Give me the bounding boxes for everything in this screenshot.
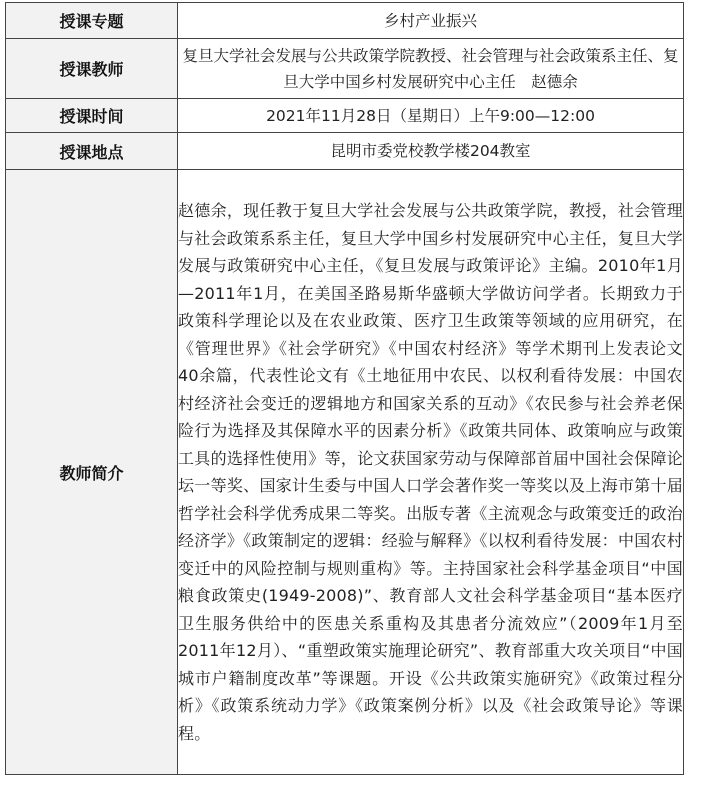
time-label: 授课时间 <box>6 99 178 133</box>
bio-label: 教师简介 <box>6 170 178 775</box>
topic-value: 乡村产业振兴 <box>178 3 684 39</box>
table-row-bio <box>6 170 684 775</box>
bio-text: 赵德余，现任教于复旦大学社会发展与公共政策学院，教授，社会管理与社会政策系系主任，复旦大学中国乡村发展研究中心主任，复旦大学发展与政策研究中心主任，《复旦发展与政策评论》主编。2010年1月—2011年1月，在美国圣路易斯华盛顿大学做访问学者。长期致力于政策科学理论以及在农业政策、医疗卫生政策等领域的应用研究，在《管理世界》《社会学研究》《中国农村经济》等学术期刊上发表论文40余篇，代表性论文有《土地征用中农民、以权利看待发展：中国农村经济社会变迁的逻辑地方和国家关系的互动》《农民参与社会养老保险行为选择及其保障水平的因素分析》《政策共同体、政策响应与政策工具的选择性使用》等，论文获国家劳动与保障部首届中国社会保障论坛一等奖、国家计生委与中国人口学会著作奖一等奖以及上海市第十届哲学社会科学优秀成果二等奖。出版专著《主流观念与政策变迁的政治经济学》《政策制定的逻辑：经验与解释》《以权利看待发展：中国农村变迁中的风险控制与规则重构》等。主持国家社会科学基金项目“中国粮食政策史(1949-2008)”、教育部人文社会科学基金项目“基本医疗卫生服务供给中的医患关系重构及其患者分流效应”（2009年1月至2011年12月）、“重塑政策实施理论研究”、教育部重大攻关项目“中国城市户籍制度改革”等课题。开设《公共政策实施研究》《政策过程分析》《政策系统动力学》《政策案例分析》以及《社会政策导论》等课程。 <box>178 170 684 775</box>
time-value: 2021年11月28日（星期日）上午9:00—12:00 <box>178 99 684 133</box>
table-row-teacher <box>6 39 684 99</box>
location-label: 授课地点 <box>6 133 178 170</box>
course-info-table <box>5 2 684 775</box>
location-value: 昆明市委党校教学楼204教室 <box>178 133 684 170</box>
topic-label: 授课专题 <box>6 3 178 39</box>
teacher-value: 复旦大学社会发展与公共政策学院教授、社会管理与社会政策系主任、复旦大学中国乡村发展研究中心主任 赵德余 <box>178 39 684 99</box>
table-row-topic <box>6 3 684 39</box>
table-row-time <box>6 99 684 133</box>
teacher-label: 授课教师 <box>6 39 178 99</box>
table-row-location <box>6 133 684 170</box>
